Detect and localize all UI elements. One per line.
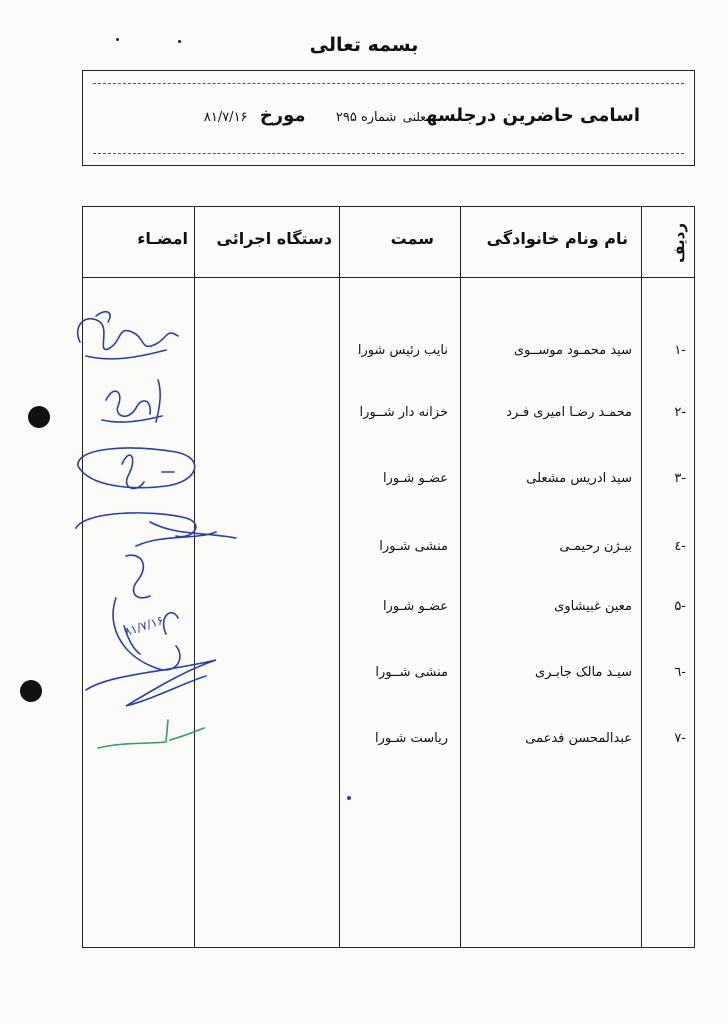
column-divider xyxy=(641,207,642,947)
bismillah-heading: بسمه تعالی xyxy=(309,34,419,56)
row-number: -۱ xyxy=(674,343,686,358)
row-name: سید محمـود موســوی xyxy=(513,343,632,358)
column-header-name: نام ونام خانوادگی xyxy=(486,229,628,248)
title-text: اسامی حاضرین درجلسه xyxy=(426,105,640,126)
row-number: -۵ xyxy=(674,599,686,614)
row-number: -٤ xyxy=(674,539,686,554)
row-role: منشی شـورا xyxy=(379,539,448,554)
row-name: سیـد مالک جابـری xyxy=(534,665,632,680)
meeting-title xyxy=(204,105,640,126)
signatures-drawing xyxy=(66,296,256,766)
signature-2 xyxy=(102,380,162,422)
ink-dot xyxy=(347,796,351,800)
row-number: -۳ xyxy=(674,471,686,486)
column-divider xyxy=(339,207,340,947)
row-role: ریاست شـورا xyxy=(375,731,448,746)
punch-hole-top xyxy=(28,406,50,428)
column-header-agency: دستگاه اجرائی xyxy=(216,229,332,248)
row-number: -٦ xyxy=(674,665,686,680)
session-number: شماره ۲۹۵ xyxy=(335,110,397,125)
dashed-line xyxy=(93,153,684,154)
signature-3 xyxy=(78,448,195,488)
row-name: عبدالمحسن فدعمی xyxy=(525,731,632,746)
row-name: بیـژن رحیمـی xyxy=(559,539,632,554)
row-role: نایب رئیس شورا xyxy=(357,343,448,358)
date-label: مورخ xyxy=(259,105,306,126)
row-role: عضـو شـورا xyxy=(383,471,448,486)
column-header-radif: ردیف xyxy=(670,223,688,263)
signature-1 xyxy=(78,312,178,359)
dashed-line xyxy=(93,83,684,84)
session-date: ۸۱/۷/۱۶ xyxy=(203,110,248,125)
row-role: خزانه دار شــورا xyxy=(359,405,448,420)
punch-hole-bottom xyxy=(20,680,42,702)
handwritten-date: ۸۱/۷/۱۶ xyxy=(122,613,166,639)
column-header-signature: امضـاء xyxy=(137,229,188,248)
row-role: منشی شــورا xyxy=(375,665,448,680)
row-role: عضـو شـورا xyxy=(383,599,448,614)
row-name: محمـد رضـا امیری فـرد xyxy=(506,405,632,420)
session-type: علنی xyxy=(402,110,427,124)
row-number: -۷ xyxy=(674,731,686,746)
column-divider xyxy=(460,207,461,947)
signature-7 xyxy=(98,720,204,748)
column-header-position: سمت xyxy=(390,229,434,248)
row-number: -۲ xyxy=(674,405,686,420)
header-divider xyxy=(83,277,694,278)
row-name: سید ادریس مشعلی xyxy=(526,471,632,486)
row-name: معین غبیشاوی xyxy=(554,599,632,614)
signature-5 xyxy=(113,598,180,670)
signature-4 xyxy=(76,513,236,598)
